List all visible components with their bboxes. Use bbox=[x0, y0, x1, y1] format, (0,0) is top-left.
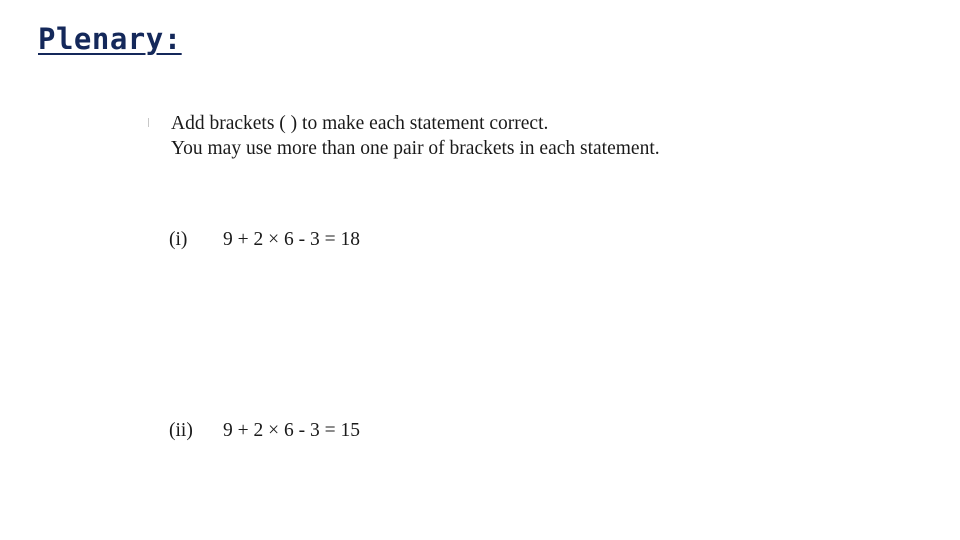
question-1 bbox=[169, 229, 360, 251]
question-2 bbox=[169, 420, 360, 442]
instruction-line-1: Add brackets ( ) to make each statement correct. bbox=[171, 113, 549, 134]
margin-mark bbox=[148, 118, 149, 127]
slide-title: Plenary: bbox=[38, 22, 182, 56]
task-instructions bbox=[171, 111, 660, 161]
question-2-statement: 9 + 2 × 6 - 3 = 15 bbox=[223, 420, 360, 441]
question-1-statement: 9 + 2 × 6 - 3 = 18 bbox=[223, 229, 360, 250]
instruction-line-2: You may use more than one pair of brackets in each statement. bbox=[171, 138, 660, 159]
question-1-number: (i) bbox=[169, 229, 188, 250]
question-2-number: (ii) bbox=[169, 420, 193, 441]
